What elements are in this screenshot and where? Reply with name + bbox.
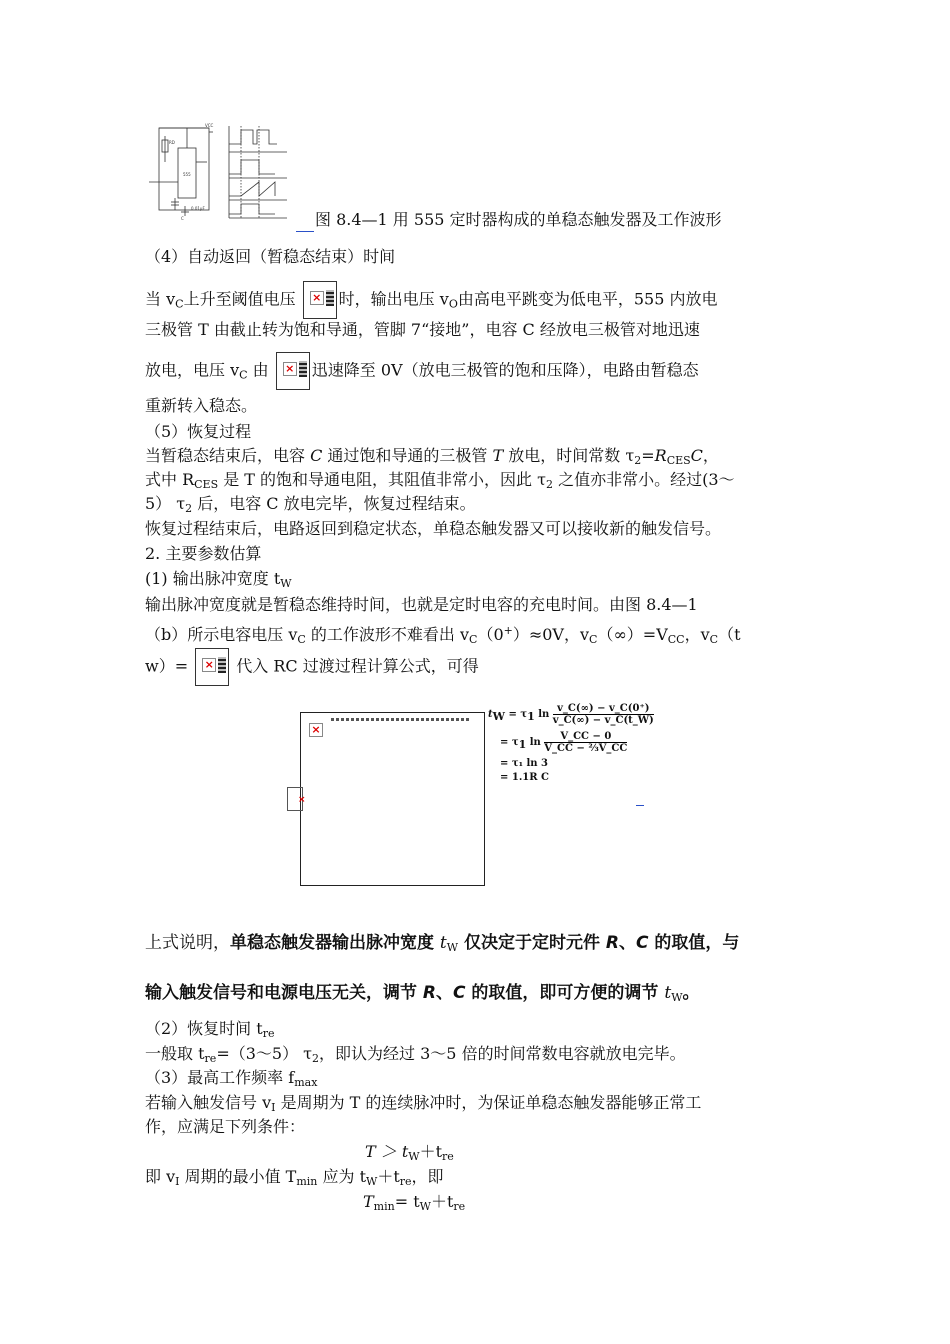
recovery-heading: （2）恢复时间 $t_{re}$ <box>145 1019 275 1040</box>
formula-row-1: tW = τ1 ln $\frac{v\_C(\infty) - v\_C(0^+)}{v\_C(\infty) - v\_C(t\_W)}$ <box>488 703 654 726</box>
broken-image-icon: × <box>276 352 310 390</box>
section5-l2: 式中 $R_{CES}$ 是 T 的饱和导通电阻，其阻值非常小，因此 $\tau_2$ 之值亦非常小。经过(3～ <box>145 470 735 491</box>
formula-row-3: = τ₁ ln 3 <box>500 758 548 769</box>
params-sub1: (1) 输出脉冲宽度 $t_W$ <box>145 569 292 590</box>
broken-image-icon: × <box>195 648 229 686</box>
tw-formula <box>488 703 654 785</box>
params-heading: 2. 主要参数估算 <box>145 544 262 563</box>
circuit-label-cap: 0.01μF <box>191 206 205 211</box>
params-l2: （b）所示电容电压 $v_C$ 的工作波形不难看出 $v_C(0^+)\approx 0V$，$v_C(\infty)=V_{CC}$，$v_C(t$ <box>145 624 741 646</box>
params-l3: w）= × 代入 RC 过渡过程计算公式，可得 <box>145 648 479 686</box>
broken-image-icon: × <box>303 281 337 319</box>
freq-heading: （3）最高工作频率 $f_{max}$ <box>145 1068 318 1089</box>
section4-p1: 当 $v_C$上升至阈值电压 × 时，输出电压 $v_O$由高电平跳变为低电平，555 内放电 <box>145 281 717 319</box>
recovery-l1: 一般取 $t_{re}=(3\sim 5)$ $\tau_2$，即认为经过 3～5 倍的时间常数电容就放电完毕。 <box>145 1044 686 1065</box>
broken-image-frame <box>300 712 485 886</box>
section4-p3: 放电，电压 $v_C$ 由 × 迅速降至 0V（放电三极管的饱和压降），电路由暂稳态 <box>145 352 699 390</box>
section4-p2: 三极管 T 由截止转为饱和导通，管脚 7“接地”，电容 C 经放电三极管对地迅速 <box>145 320 700 339</box>
formula-row-2: = τ1 ln $\frac{V\_CC - 0}{\text{V\_CC − ⅔V\_CC}}$ <box>500 731 628 754</box>
freq-condition: $T > t_W+t_{re}$ <box>365 1142 454 1163</box>
conclusion-l1: 上式说明，单稳态触发器输出脉冲宽度 $t_W$ 仅决定于定时元件 R、C 的取值，与 <box>145 933 740 954</box>
freq-l3: 即 $v_I$ 周期的最小值 $T_{min}$ 应为 $t_W+t_{re}$，即 <box>145 1167 444 1188</box>
section4-heading: （4）自动返回（暂稳态结束）时间 <box>145 247 396 266</box>
freq-equation: $T_{min}= t_W+t_{re}$ <box>363 1192 466 1213</box>
circuit-figure <box>145 122 295 222</box>
section5-l3: 5） $\tau_2$ 后，电容 C 放电完毕，恢复过程结束。 <box>145 494 476 515</box>
figure-caption: 图 8.4—1 用 555 定时器构成的单稳态触发器及工作波形 <box>315 210 722 229</box>
conclusion-l2: 输入触发信号和电源电压无关，调节 R、C 的取值，即可方便的调节 $t_W$。 <box>145 983 700 1004</box>
broken-image-icon: × <box>287 787 303 811</box>
broken-image-icon: × <box>309 723 323 737</box>
caption-underline <box>296 231 314 232</box>
freq-l2: 作，应满足下列条件： <box>145 1117 306 1136</box>
circuit-label-rd: RD <box>169 140 175 145</box>
formula-row-4: = 1.1R C <box>500 772 550 783</box>
section5-l1: 当暂稳态结束后，电容 C 通过饱和导通的三极管 T 放电，时间常数 $\tau_2=R_{CES}C$， <box>145 446 719 467</box>
params-l1: 输出脉冲宽度就是暂稳态维持时间，也就是定时电容的充电时间。由图 8.4—1 <box>145 595 698 614</box>
circuit-label-c: C <box>181 216 184 221</box>
circuit-label-vcc: VCC <box>205 123 214 128</box>
section5-l4: 恢复过程结束后，电路返回到稳定状态，单稳态触发器又可以接收新的触发信号。 <box>145 519 722 538</box>
freq-l1: 若输入触发信号 $v_I$ 是周期为 T 的连续脉冲时，为保证单稳态触发器能够正常工 <box>145 1093 702 1114</box>
link-mark <box>636 805 644 806</box>
circuit-label-555: 555 <box>183 172 191 177</box>
section5-heading: （5）恢复过程 <box>145 422 252 441</box>
section4-p4: 重新转入稳态。 <box>145 396 258 415</box>
